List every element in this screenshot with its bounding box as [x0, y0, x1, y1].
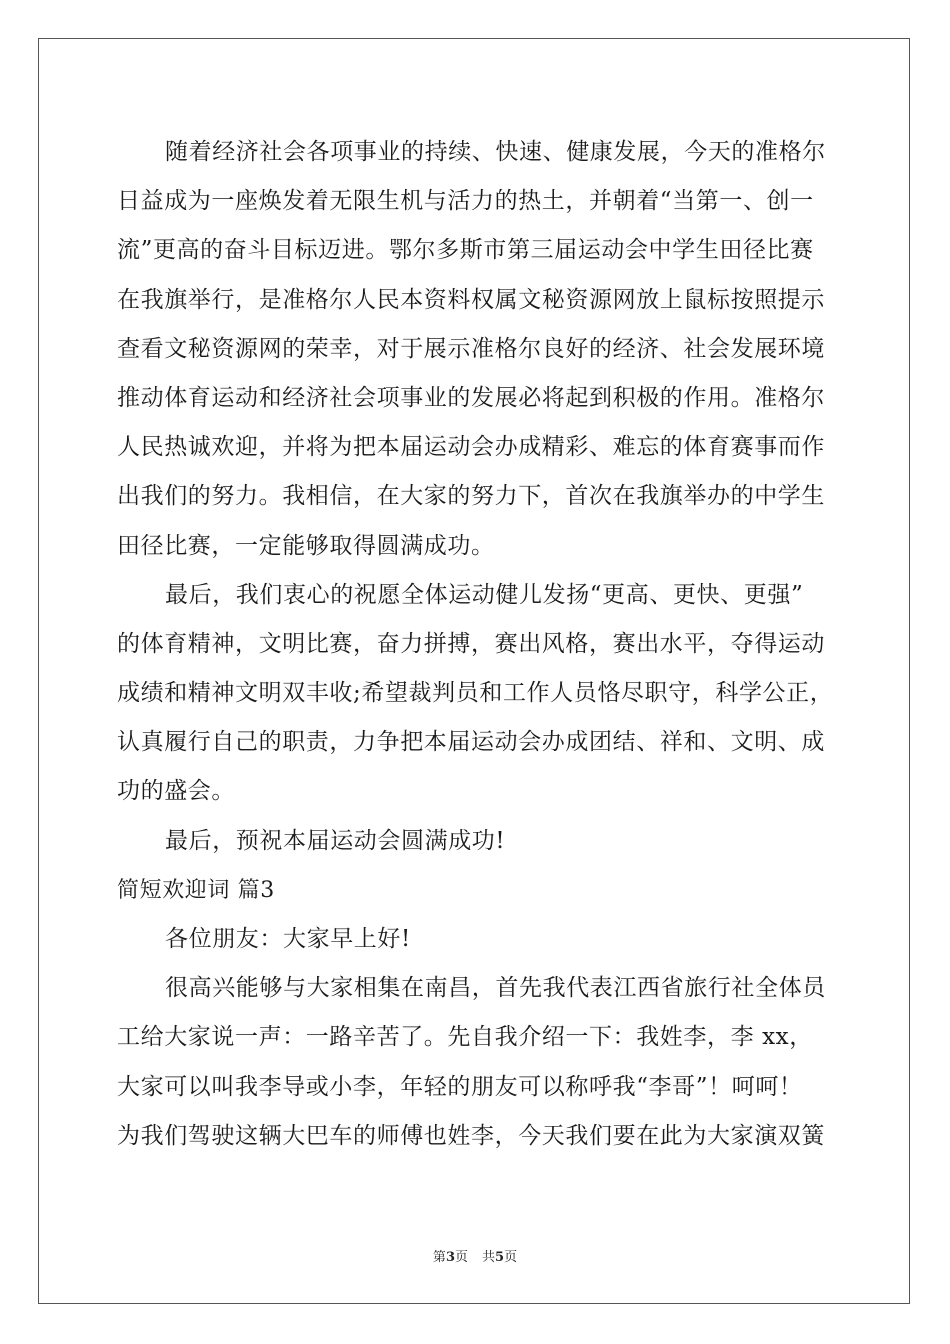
- text-line: 流”更高的奋斗目标迈进。鄂尔多斯市第三届运动会中学生田径比赛: [117, 237, 814, 264]
- text-line: 查看文秘资源网的荣幸，对于展示准格尔良好的经济、社会发展环境: [117, 335, 825, 362]
- total-page-number: 5: [495, 1250, 505, 1265]
- total-label-prefix: 共: [482, 1250, 496, 1265]
- text-line: 成绩和精神文明双丰收;希望裁判员和工作人员恪尽职守，科学公正，: [117, 680, 834, 707]
- paragraph: [117, 964, 847, 1161]
- text-line: 为我们驾驶这辆大巴车的师傅也姓李，今天我们要在此为大家演双簧: [117, 1122, 825, 1149]
- section-heading: [117, 866, 847, 915]
- page-label-suffix: 页: [454, 1250, 468, 1265]
- text-line: 在我旗举行，是准格尔人民本资料权属文秘资源网放上鼠标按照提示: [117, 286, 825, 313]
- text-line: 日益成为一座焕发着无限生机与活力的热土，并朝着“当第一、创一: [117, 188, 814, 215]
- text-line: 随着经济社会各项事业的持续、快速、健康发展，今天的准格尔: [165, 139, 826, 165]
- text-line: 简短欢迎词 篇3: [117, 877, 275, 903]
- text-line: 功的盛会。: [117, 778, 235, 805]
- document-body: [117, 128, 847, 1161]
- text-line: 的体育精神，文明比赛，奋力拼搏，赛出风格，赛出水平，夺得运动: [117, 630, 825, 657]
- paragraph: [117, 571, 847, 817]
- text-line: 人民热诚欢迎，并将为把本届运动会办成精彩、难忘的体育赛事而作: [117, 434, 825, 461]
- text-line: 最后，我们衷心的祝愿全体运动健儿发扬“更高、更快、更强”: [165, 581, 804, 608]
- text-line: 工给大家说一声：一路辛苦了。先自我介绍一下：我姓李，李 xx，: [117, 1024, 813, 1051]
- paragraph: [117, 128, 847, 571]
- page-label-prefix: 第: [432, 1250, 446, 1265]
- text-line: 很高兴能够与大家相集在南昌，首先我代表江西省旅行社全体员: [165, 975, 826, 1002]
- current-page-number: 3: [445, 1250, 455, 1265]
- paragraph: [117, 817, 847, 866]
- total-label-suffix: 页: [504, 1250, 518, 1265]
- text-line: 各位朋友：大家早上好!: [165, 926, 411, 952]
- text-line: 大家可以叫我李导或小李，年轻的朋友可以称呼我“李哥”！呵呵！: [117, 1073, 803, 1100]
- text-line: 认真履行自己的职责，力争把本届运动会办成团结、祥和、文明、成: [117, 729, 825, 756]
- text-line: 推动体育运动和经济社会项事业的发展必将起到积极的作用。准格尔: [117, 384, 825, 411]
- text-line: 最后，预祝本届运动会圆满成功!: [165, 827, 506, 854]
- text-line: 出我们的努力。我相信，在大家的努力下，首次在我旗举办的中学生: [117, 483, 825, 510]
- paragraph: [117, 915, 847, 964]
- page-footer: [0, 1246, 950, 1265]
- text-line: 田径比赛，一定能够取得圆满成功。: [117, 532, 495, 559]
